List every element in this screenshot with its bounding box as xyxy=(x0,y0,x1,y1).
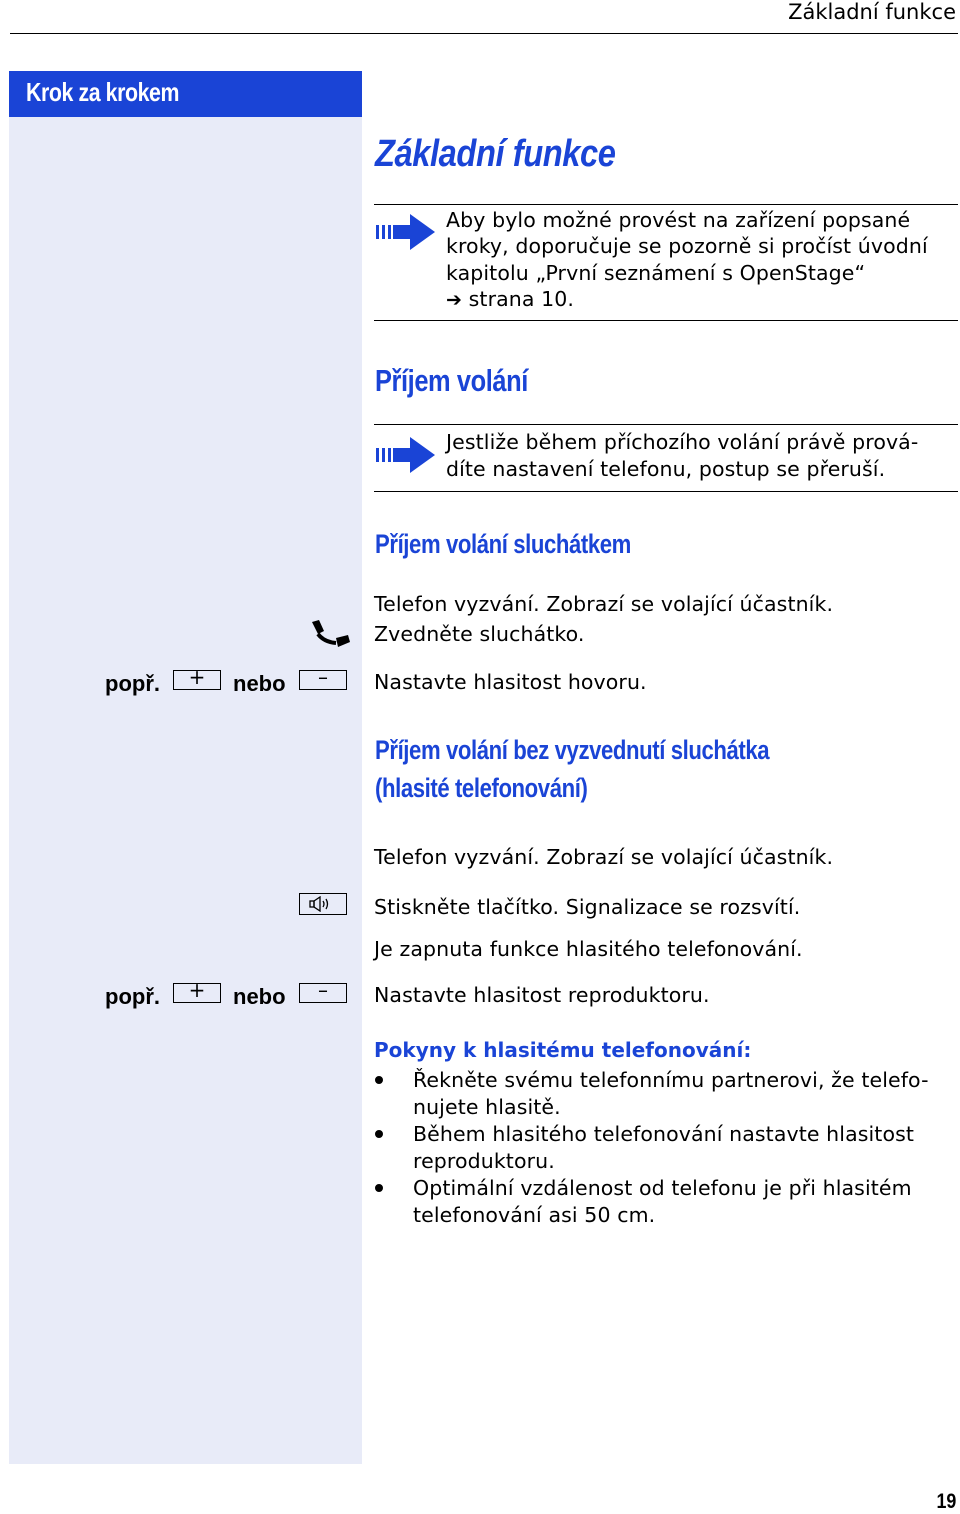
page-title: Základní funkce xyxy=(375,133,616,175)
note-arrow-icon xyxy=(374,211,436,253)
sidebar-title: Krok za krokem xyxy=(26,77,180,107)
section1-note-line-1: Jestliže během příchozího volání právě prová- xyxy=(446,430,919,454)
sidebar xyxy=(9,71,362,1464)
header-rule xyxy=(10,33,958,34)
page-ref-arrow-icon: ➔ xyxy=(446,289,463,311)
notes-bullet-1-line-2: nujete hlasitě. xyxy=(413,1095,561,1119)
intro-note-line-1: Aby bylo možné provést na zařízení popsané xyxy=(446,208,911,232)
or-label: popř. xyxy=(105,671,160,696)
bullet-dot xyxy=(375,1184,383,1192)
intro-note-line-2: kroky, doporučuje se pozorně si pročíst úvodní xyxy=(446,234,928,258)
page-number: 19 xyxy=(936,1490,956,1513)
notes-heading: Pokyny k hlasitému telefonování: xyxy=(374,1038,752,1062)
or-label: popř. xyxy=(105,984,160,1009)
notes-bullet-3-line-1: Optimální vzdálenost od telefonu je při hlasitém xyxy=(413,1176,912,1200)
handset-step-3: Nastavte hlasitost hovoru. xyxy=(374,670,647,694)
volume-minus-key[interactable]: – xyxy=(299,983,347,1003)
section-title-receive-call: Příjem volání xyxy=(375,363,528,398)
section1-note-rule-top xyxy=(374,424,958,425)
volume-plus-key[interactable]: + xyxy=(173,670,221,690)
handset-lift-icon xyxy=(310,618,352,650)
subsection-title-speaker-line-2: (hlasité telefonování) xyxy=(375,773,588,803)
handset-step-1: Telefon vyzvání. Zobrazí se volající účastník. xyxy=(374,592,834,616)
volume-minus-key[interactable]: – xyxy=(299,670,347,690)
speaker-step-2: Stiskněte tlačítko. Signalizace se rozsvítí. xyxy=(374,895,801,919)
notes-bullet-3-line-2: telefonování asi 50 cm. xyxy=(413,1203,656,1227)
or-label: nebo xyxy=(233,671,286,696)
speaker-key[interactable] xyxy=(299,893,347,915)
page-reference-link[interactable]: strana 10. xyxy=(468,287,575,311)
speaker-step-4: Nastavte hlasitost reproduktoru. xyxy=(374,983,710,1007)
notes-bullet-2-line-1: Během hlasitého telefonování nastavte hlasitost xyxy=(413,1122,915,1146)
running-header: Základní funkce xyxy=(788,0,956,24)
handset-step-2: Zvedněte sluchátko. xyxy=(374,622,585,646)
notes-bullet-1-line-1: Řekněte svému telefonnímu partnerovi, že telefo- xyxy=(413,1068,929,1092)
section1-note-line-2: díte nastavení telefonu, postup se přeruší. xyxy=(446,457,886,481)
or-label: nebo xyxy=(233,984,286,1009)
intro-note-line-4 xyxy=(446,286,574,314)
speaker-step-1: Telefon vyzvání. Zobrazí se volající účastník. xyxy=(374,845,834,869)
bullet-dot xyxy=(375,1076,383,1084)
volume-plus-key[interactable]: + xyxy=(173,983,221,1003)
intro-note-line-3: kapitolu „První seznámení s OpenStage“ xyxy=(446,261,866,285)
intro-note-rule-bottom xyxy=(374,320,958,321)
subsection-title-handset: Příjem volání sluchátkem xyxy=(375,529,631,559)
section1-note-rule-bottom xyxy=(374,491,958,492)
bullet-dot xyxy=(375,1130,383,1138)
subsection-title-speaker-line-1: Příjem volání bez vyzvednutí sluchátka xyxy=(375,735,770,765)
intro-note-rule-top xyxy=(374,204,958,205)
note-arrow-icon xyxy=(374,434,436,476)
speaker-key-icon xyxy=(308,896,340,912)
speaker-step-3: Je zapnuta funkce hlasitého telefonování. xyxy=(374,937,803,961)
notes-bullet-2-line-2: reproduktoru. xyxy=(413,1149,555,1173)
